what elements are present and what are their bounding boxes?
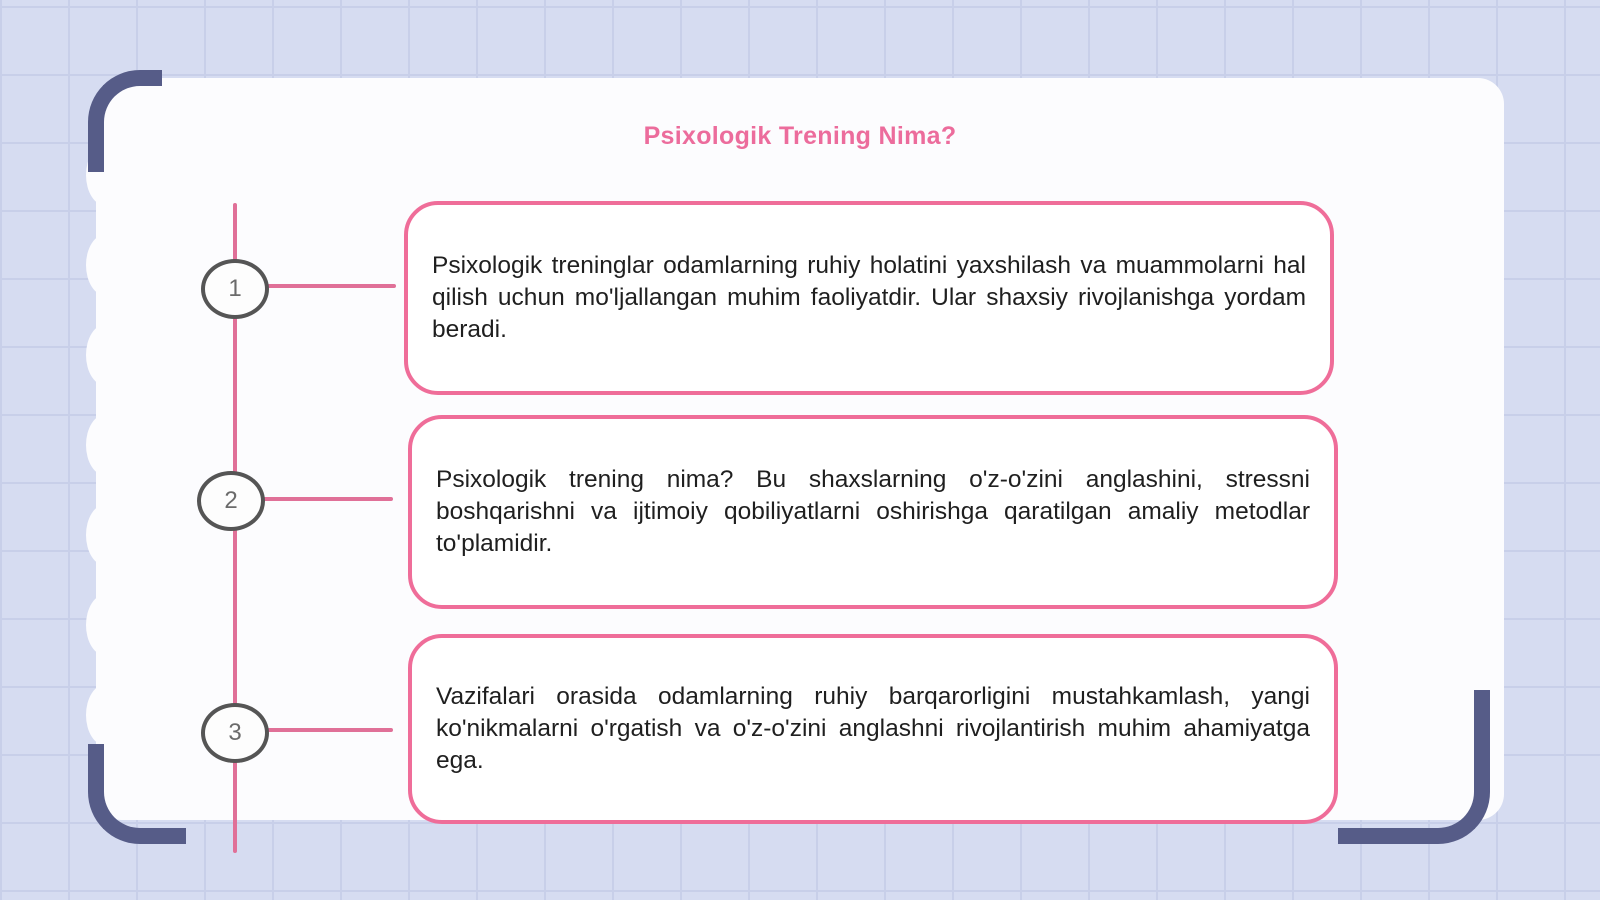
corner-bracket-top-left bbox=[88, 70, 162, 172]
paper-scallop-edge bbox=[86, 414, 126, 476]
paper-scallop-edge bbox=[86, 234, 126, 296]
timeline-number-1: 1 bbox=[201, 259, 269, 319]
paper-scallop-edge bbox=[86, 504, 126, 566]
timeline-connector-3 bbox=[266, 728, 393, 732]
timeline-number-3: 3 bbox=[201, 703, 269, 763]
timeline-card-text-3: Vazifalari orasida odamlarning ruhiy barqarorligini mustahkamlash, yangi ko'nikmalarni o'rgatish va o'z-o'zini anglashni rivojlantirish muhim ahamiyatga ega. bbox=[436, 683, 1310, 774]
timeline-card-2 bbox=[408, 415, 1338, 609]
timeline-card-3 bbox=[408, 634, 1338, 824]
timeline-connector-1 bbox=[266, 284, 396, 288]
paper-scallop-edge bbox=[86, 594, 126, 656]
paper-scallop-edge bbox=[86, 324, 126, 386]
paper-scallop-edge bbox=[86, 684, 126, 746]
timeline-card-text-2: Psixologik trening nima? Bu shaxslarning o'z-o'zini anglashini, stressni boshqarishni va ijtimoiy qobiliyatlarni oshirishga qaratilgan amaliy metodlar to'plamidir. bbox=[436, 466, 1310, 557]
corner-bracket-bottom-left bbox=[88, 744, 186, 844]
slide-title: Psixologik Trening Nima? bbox=[643, 122, 957, 150]
timeline-connector-2 bbox=[262, 497, 393, 501]
corner-bracket-bottom-right bbox=[1338, 690, 1490, 844]
timeline-number-2: 2 bbox=[197, 471, 265, 531]
timeline-card-1 bbox=[404, 201, 1334, 395]
timeline-card-text-1: Psixologik treninglar odamlarning ruhiy holatini yaxshilash va muammolarni hal qilish uchun mo'ljallangan muhim faoliyatdir. Ular shaxsiy rivojlanishga yordam beradi. bbox=[432, 252, 1306, 343]
